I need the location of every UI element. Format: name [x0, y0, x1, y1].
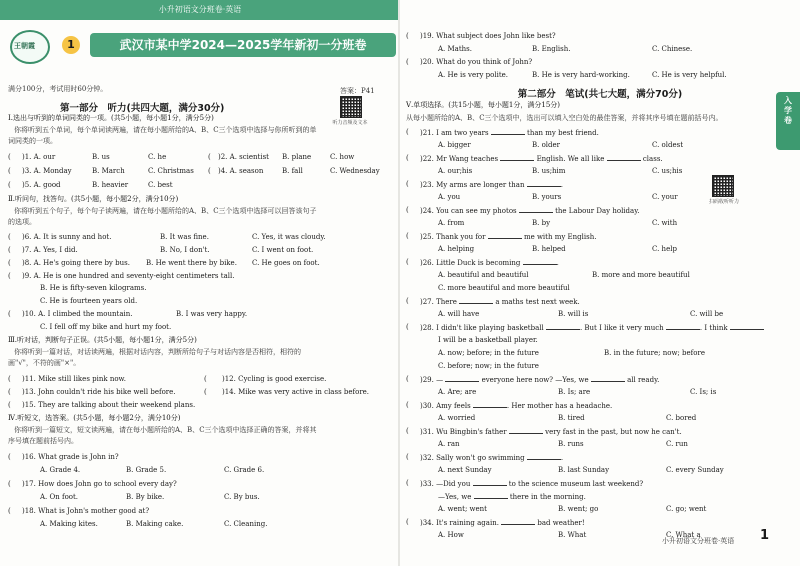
question-21-b: B. older	[532, 141, 561, 149]
question-13: )13. John couldn't ride his bike well before.	[22, 388, 176, 396]
question-23	[420, 180, 563, 190]
q25-tail: me with my English.	[523, 233, 597, 241]
question-24-b: B. by	[532, 219, 551, 227]
answer-paren[interactable]: (	[8, 388, 11, 396]
question-7-c: C. I went on foot.	[252, 246, 314, 254]
question-29-b: B. Is; are	[558, 388, 591, 396]
footer-series-name: 小升初语文分班卷·英语	[662, 537, 735, 545]
question-22-b: B. us;him	[532, 167, 566, 175]
section-1-instruction: 你将听到五个单词，每个单词读两遍，请在每小题所给的A、B、C三个选项中选择与你所听到的单	[14, 126, 317, 134]
question-27-b: B. will is	[558, 310, 589, 318]
answer-paren[interactable]: (	[406, 297, 409, 305]
qr-code-icon[interactable]	[340, 96, 362, 118]
question-7: )7. A. Yes, I did.	[22, 246, 78, 254]
question-18: )18. What is John's mother good at?	[22, 507, 150, 515]
q22-stem: )22. Mr Wang teaches	[420, 155, 499, 163]
fill-blank[interactable]	[474, 492, 508, 499]
question-21-c: C. oldest	[652, 141, 684, 149]
answer-paren[interactable]: (	[8, 507, 11, 515]
question-17-a: A. On foot.	[40, 493, 79, 501]
question-20-b: B. He is very hard-working.	[532, 71, 630, 79]
question-26-a: A. beautiful and beautiful	[438, 271, 529, 279]
question-8-b: B. He went there by bike.	[146, 259, 237, 267]
q22-tail: class.	[642, 155, 663, 163]
section-2-heading: Ⅱ.听问句，找答句。(共5小题，每小题2分，满分10分)	[8, 195, 179, 203]
section-1-heading: Ⅰ.选出与听到的单词同类的一项。(共5小题，每小题1分，满分5分)	[8, 114, 214, 122]
fill-blank[interactable]	[666, 323, 700, 330]
question-19: )19. What subject does John like best?	[420, 32, 556, 40]
q25-stem: )25. Thank you for	[420, 233, 486, 241]
question-19-c: C. Chinese.	[652, 45, 693, 53]
section-1-instruction-cont: 词同类的一项。	[8, 137, 57, 145]
question-30-c: C. bored	[666, 414, 697, 422]
question-17-b: B. By bike.	[126, 493, 165, 501]
question-33-line2	[438, 492, 586, 502]
paper-title: 武汉市某中学2024—2025学年新初一分班卷	[90, 33, 396, 57]
question-21-a: A. bigger	[438, 141, 471, 149]
question-24	[420, 206, 639, 216]
question-23-b: B. yours	[532, 193, 562, 201]
question-30-a: A. worried	[438, 414, 476, 422]
q21-stem: )21. I am two years	[420, 129, 489, 137]
q23-stem: )23. My arms are longer than	[420, 181, 525, 189]
question-27-a: A. will have	[438, 310, 480, 318]
answer-paren[interactable]: (	[8, 310, 11, 318]
question-4: )4. A. season	[218, 167, 264, 175]
q28-stem: )28. I didn't like playing basketball	[420, 324, 544, 332]
question-16-b: B. Grade 5.	[126, 466, 167, 474]
question-31-a: A. ran	[438, 440, 460, 448]
question-30	[420, 401, 612, 411]
question-32	[420, 453, 563, 463]
question-5-c: C. best	[148, 181, 173, 189]
answer-paren[interactable]: (	[8, 233, 11, 241]
fill-blank[interactable]	[527, 453, 564, 462]
question-31	[420, 427, 682, 437]
section-5-instruction: 从每小题所给的A、B、C三个选项中，选出可以填入空白处的最佳答案，并将其序号填在题前括号内。	[406, 114, 723, 122]
question-34	[420, 518, 585, 528]
question-24-c: C. with	[652, 219, 678, 227]
question-7-b: B. No, I don't.	[160, 246, 210, 254]
fill-blank[interactable]	[473, 401, 507, 408]
question-2-b: B. plane	[282, 153, 312, 161]
question-6: )6. A. It is sunny and hot.	[22, 233, 112, 241]
question-34-b: B. What	[558, 531, 587, 539]
section-5-heading: Ⅴ.单项选择。(共15小题，每小题1分，满分15分)	[406, 101, 561, 109]
question-6-c: C. Yes, it was cloudy.	[252, 233, 326, 241]
fill-blank[interactable]	[459, 297, 493, 304]
q33-line2-start: —Yes, we	[438, 493, 472, 501]
fill-blank[interactable]	[509, 427, 543, 434]
answer-paren[interactable]: (	[208, 167, 211, 175]
question-34-c: C. What a	[666, 531, 701, 539]
q28-tail: . I think	[699, 324, 728, 332]
answer-paren[interactable]: (	[8, 272, 11, 280]
question-25-b: B. helped	[532, 245, 566, 253]
question-10: )10. A. I climbed the mountain.	[22, 310, 133, 318]
question-8: )8. A. He's going there by bus.	[22, 259, 130, 267]
question-2: )2. A. scientist	[218, 153, 269, 161]
q32-tail: .	[560, 454, 564, 462]
question-27-c: C. will be	[690, 310, 724, 318]
page-number: 1	[760, 528, 770, 543]
answer-paren[interactable]: (	[8, 167, 11, 175]
answer-paren[interactable]: (	[208, 153, 211, 161]
q24-tail: the Labour Day holiday.	[555, 207, 640, 215]
q21-tail: than my best friend.	[527, 129, 599, 137]
section-4-instruction-cont: 序号填在题前括号内。	[8, 437, 78, 445]
answer-paren[interactable]: (	[8, 181, 11, 189]
fill-blank[interactable]	[501, 518, 535, 525]
question-18-c: C. Cleaning.	[224, 520, 268, 528]
question-9: )9. A. He is one hundred and seventy-eight centimeters tall.	[22, 272, 235, 280]
q30-stem: )30. Amy feels	[420, 402, 471, 410]
q29-mid: everyone here now? —Yes, we	[481, 376, 589, 384]
question-10-b: B. I was very happy.	[176, 310, 248, 318]
answer-paren[interactable]: (	[406, 232, 409, 240]
question-20-c: C. He is very helpful.	[652, 71, 727, 79]
answer-paren[interactable]: (	[406, 128, 409, 136]
part1-title: 第一部分 听力(共四大题，满分30分)	[60, 103, 225, 114]
q29-stem: )29. —	[420, 376, 444, 384]
question-1-b: B. us	[92, 153, 110, 161]
question-28-c: C. before; now; in the future	[438, 362, 539, 370]
paper-number-badge: 1	[62, 36, 80, 54]
question-34-a: A. How	[438, 531, 464, 539]
question-4-c: C. Wednesday	[330, 167, 380, 175]
answer-paren[interactable]: (	[406, 323, 409, 331]
question-24-a: A. from	[438, 219, 465, 227]
question-4-b: B. fall	[282, 167, 303, 175]
question-21	[420, 128, 599, 138]
question-23-a: A. you	[438, 193, 461, 201]
qr-caption: 扫码收听听力	[708, 199, 739, 205]
question-31-c: C. run	[666, 440, 688, 448]
score-info: 满分100分，考试用时60分钟。	[8, 85, 108, 93]
question-28-b: B. in the future; now; before	[604, 349, 705, 357]
answer-paren[interactable]: (	[8, 259, 11, 267]
title-area	[6, 22, 396, 70]
question-5: )5. A. good	[22, 181, 61, 189]
answer-paren[interactable]: (	[406, 154, 409, 162]
fill-blank[interactable]	[488, 232, 522, 239]
answer-paren[interactable]: (	[406, 32, 409, 40]
question-5-b: B. heavier	[92, 181, 129, 189]
question-18-a: A. Making kites.	[40, 520, 98, 528]
question-9-b: B. He is fifty-seven kilograms.	[40, 284, 147, 292]
answer-paren[interactable]: (	[8, 246, 11, 254]
question-20-a: A. He is very polite.	[438, 71, 509, 79]
question-8-c: C. He goes on foot.	[252, 259, 320, 267]
question-16-c: C. Grade 6.	[224, 466, 265, 474]
fill-blank[interactable]	[546, 323, 580, 330]
answer-paren[interactable]: (	[8, 453, 11, 461]
fill-blank[interactable]	[500, 154, 534, 161]
question-10-c: C. I fell off my bike and hurt my foot.	[40, 323, 172, 331]
question-28-a: A. now; before; in the future	[438, 349, 539, 357]
question-19-b: B. English.	[532, 45, 571, 53]
fill-blank[interactable]	[527, 180, 561, 187]
question-32-a: A. next Sunday	[438, 466, 492, 474]
question-28	[420, 323, 764, 333]
question-12: )12. Cycling is good exercise.	[222, 375, 327, 383]
answer-paren[interactable]: (	[204, 375, 207, 383]
q26-stem: )26. Little Duck is becoming	[420, 259, 521, 267]
fill-blank[interactable]	[591, 375, 625, 382]
question-1-c: C. he	[148, 153, 167, 161]
question-32-c: C. every Sunday	[666, 466, 724, 474]
question-16: )16. What grade is John in?	[22, 453, 119, 461]
question-2-c: C. how	[330, 153, 355, 161]
question-26	[420, 258, 559, 268]
fill-blank[interactable]	[523, 258, 557, 265]
question-25-c: C. help	[652, 245, 677, 253]
question-16-a: A. Grade 4.	[40, 466, 81, 474]
answer-paren[interactable]: (	[8, 153, 11, 161]
q22-mid: English. We all like	[536, 155, 605, 163]
question-27	[420, 297, 580, 307]
question-19-a: A. Maths.	[438, 45, 472, 53]
answer-paren[interactable]: (	[406, 401, 409, 409]
question-17-c: C. By bus.	[224, 493, 260, 501]
brand-logo-text: 王朝霞	[14, 42, 35, 50]
question-31-b: B. runs	[558, 440, 584, 448]
question-32-b: B. last Sunday	[558, 466, 610, 474]
question-29	[420, 375, 659, 385]
question-6-b: B. It was fine.	[160, 233, 209, 241]
answer-reference: 答案：P41	[340, 87, 375, 95]
answer-paren[interactable]: (	[406, 180, 409, 188]
q24-stem: )24. You can see my photos	[420, 207, 517, 215]
section-4-heading: Ⅳ.听短文，选答案。(共5小题，每小题2分，满分10分)	[8, 414, 181, 422]
part2-title: 第二部分 笔试(共七大题，满分70分)	[517, 89, 683, 100]
answer-paren[interactable]: (	[406, 453, 409, 461]
q27-tail: a maths test next week.	[495, 298, 580, 306]
qr-code-icon[interactable]	[712, 175, 734, 197]
question-33	[420, 479, 643, 489]
question-22	[420, 154, 663, 164]
fill-blank[interactable]	[730, 323, 764, 330]
header-band-text: 小升初语文分班卷·英语	[158, 5, 242, 14]
question-3: )3. A. Monday	[22, 167, 72, 175]
question-26-b: B. more and more beautiful	[592, 271, 690, 279]
question-3-b: B. March	[92, 167, 125, 175]
section-2-instruction: 你将听到五个句子，每个句子读两遍，请在每小题所给的A、B、C三个选项中选择可以回答该句子	[14, 207, 317, 215]
qr-caption: 听力音频及文本	[332, 120, 368, 126]
answer-paren[interactable]: (	[204, 388, 207, 396]
question-17: )17. How does John go to school every day?	[22, 480, 177, 488]
question-22-c: C. us;his	[652, 167, 683, 175]
q34-stem: )34. It's raining again.	[420, 519, 499, 527]
question-20: )20. What do you think of John?	[420, 58, 533, 66]
answer-paren[interactable]: (	[406, 375, 409, 383]
question-29-c: C. Is; is	[690, 388, 717, 396]
q32-stem: )32. Sally won't go swimming	[420, 454, 525, 462]
question-23-c: C. your	[652, 193, 678, 201]
question-25	[420, 232, 596, 242]
q33-stem: )33. —Did you	[420, 480, 471, 488]
section-3-instruction-cont: 画"√"，不符的画"×"。	[8, 359, 81, 367]
answer-paren[interactable]: (	[406, 258, 409, 266]
question-9-c: C. He is fourteen years old.	[40, 297, 138, 305]
question-33-b: B. went; go	[558, 505, 599, 513]
answer-paren[interactable]: (	[8, 401, 11, 409]
question-25-a: A. helping	[438, 245, 475, 253]
fill-blank[interactable]	[445, 375, 479, 382]
q29-tail: all ready.	[627, 376, 660, 384]
question-22-a: A. our;his	[438, 167, 473, 175]
q31-stem: )31. Wu Bingbin's father	[420, 428, 507, 436]
fill-blank[interactable]	[473, 479, 507, 486]
answer-paren[interactable]: (	[406, 427, 409, 435]
answer-paren[interactable]: (	[406, 58, 409, 66]
question-15: )15. They are talking about their weekend plans.	[22, 401, 196, 409]
section-3-heading: Ⅲ.听对话，判断句子正误。(共5小题，每小题1分，满分5分)	[8, 336, 197, 344]
question-3-c: C. Christmas	[148, 167, 194, 175]
section-3-instruction: 你将听到一篇对话，对话读两遍，根据对话内容，判断所给句子与对话内容是否相符，相符的	[14, 348, 301, 356]
q30-tail: . Her mother has a headache.	[506, 402, 613, 410]
question-11: )11. Mike still likes pink now.	[22, 375, 126, 383]
answer-paren[interactable]: (	[406, 518, 409, 526]
answer-paren[interactable]: (	[8, 480, 11, 488]
answer-paren[interactable]: (	[406, 206, 409, 214]
question-29-a: A. Are; are	[438, 388, 477, 396]
section-2-instruction-cont: 的选项。	[8, 218, 36, 226]
fill-blank[interactable]	[491, 128, 525, 135]
fill-blank[interactable]	[607, 154, 641, 161]
q27-stem: )27. There	[420, 298, 457, 306]
fill-blank[interactable]	[519, 206, 553, 213]
question-1: )1. A. our	[22, 153, 56, 161]
section-4-instruction: 你将听到一篇短文，短文读两遍，请在每小题所给的A、B、C三个选项中选择正确的答案，并将其	[14, 426, 317, 434]
q28-mid: . But I like it very much	[579, 324, 664, 332]
question-33-c: C. go; went	[666, 505, 707, 513]
q34-tail: bad weather!	[537, 519, 585, 527]
q31-tail: very fast in the past, but now he can't.	[545, 428, 682, 436]
q33-tail: to the science museum last weekend?	[508, 480, 644, 488]
question-26-c: C. more beautiful and more beautiful	[438, 284, 570, 292]
question-30-b: B. tired	[558, 414, 585, 422]
q23-tail: .	[560, 181, 563, 189]
question-28-line2: I will be a basketball player.	[438, 336, 538, 344]
answer-paren[interactable]: (	[8, 375, 11, 383]
page-fold-divider	[398, 0, 400, 566]
question-18-b: B. Making cake.	[126, 520, 184, 528]
side-section-tab-label: 入学卷	[784, 96, 792, 125]
q33-line2-end: there in the morning.	[509, 493, 586, 501]
question-14: )14. Mike was very active in class before.	[222, 388, 370, 396]
question-33-a: A. went; went	[438, 505, 487, 513]
answer-paren[interactable]: (	[406, 479, 409, 487]
q26-tail: .	[556, 259, 559, 267]
